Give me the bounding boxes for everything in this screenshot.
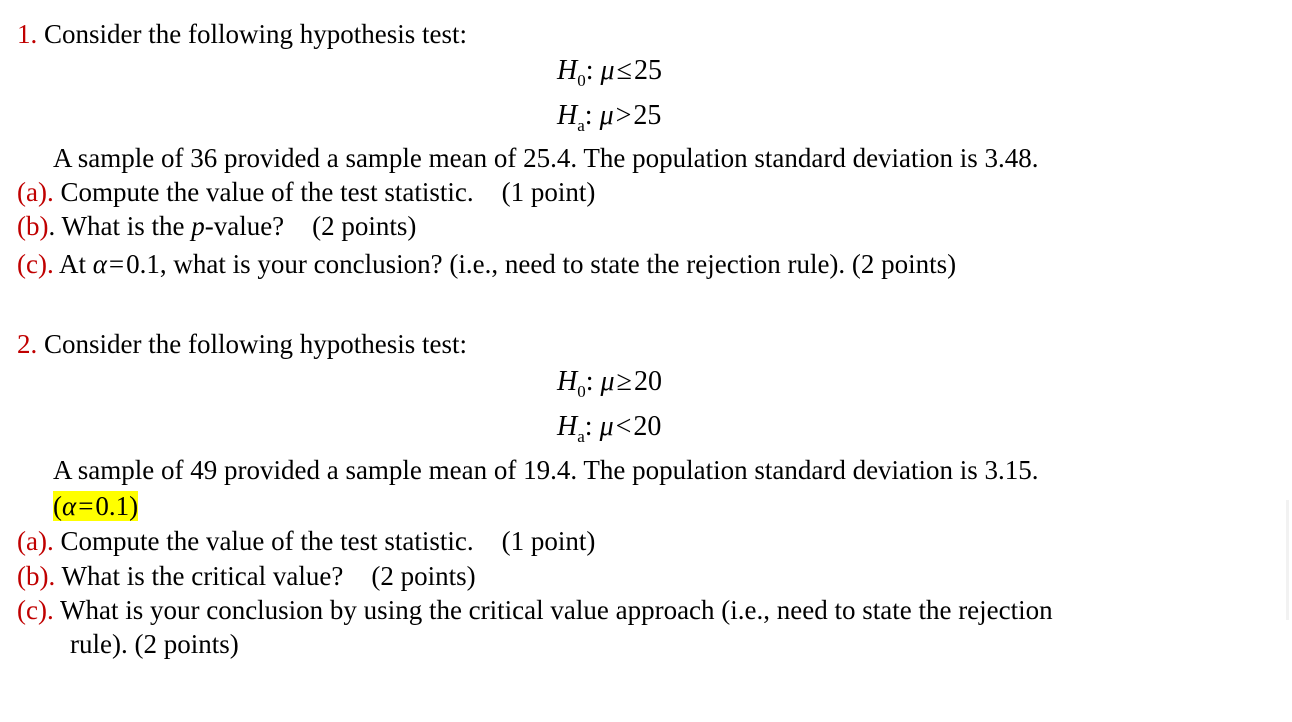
hyp-var: H bbox=[557, 366, 578, 397]
hyp-sep: : bbox=[585, 366, 594, 397]
alpha-symbol: α bbox=[92, 249, 107, 279]
hyp-sub: a bbox=[577, 427, 585, 446]
part-post: -value? bbox=[204, 211, 285, 241]
alpha-value: 0.1 bbox=[95, 491, 130, 521]
hyp-value: 25 bbox=[633, 55, 662, 86]
alpha-eq: = bbox=[78, 491, 94, 521]
problem-2-number: 2. bbox=[17, 329, 38, 359]
alpha-eq: = bbox=[108, 249, 125, 279]
hyp-param: μ bbox=[600, 55, 615, 86]
hyp-var: H bbox=[557, 100, 578, 131]
hyp-param: μ bbox=[599, 100, 614, 131]
hyp-param: μ bbox=[599, 411, 614, 442]
problem-2-null-hypothesis bbox=[557, 366, 662, 408]
hyp-sep: : bbox=[584, 411, 593, 442]
hyp-var: H bbox=[557, 411, 578, 442]
hyp-var: H bbox=[557, 55, 578, 86]
part-label: (b). bbox=[17, 561, 56, 591]
part-post: , what is your conclusion? (i.e., need to state the rejection rule). (2 points) bbox=[159, 249, 957, 279]
problem-2-heading bbox=[17, 328, 467, 360]
hyp-value: 20 bbox=[633, 366, 662, 397]
problem-1-number: 1. bbox=[17, 19, 38, 49]
problem-1-alt-hypothesis bbox=[557, 100, 661, 142]
hyp-param: μ bbox=[600, 366, 615, 397]
part-text: Compute the value of the test statistic. bbox=[60, 177, 474, 207]
part-label: (c). bbox=[17, 595, 54, 625]
problem-1-heading bbox=[17, 18, 467, 50]
problem-2-part-c bbox=[17, 594, 1053, 626]
hyp-value: 25 bbox=[633, 100, 662, 131]
hyp-rel: > bbox=[615, 100, 632, 131]
alpha-symbol: α bbox=[62, 491, 77, 521]
hyp-sub: 0 bbox=[577, 382, 586, 401]
hyp-sep: : bbox=[585, 55, 594, 86]
hyp-sep: : bbox=[584, 100, 593, 131]
part-points: (1 point) bbox=[501, 177, 596, 207]
hyp-sub: 0 bbox=[577, 71, 586, 90]
problem-1-intro: Consider the following hypothesis test: bbox=[44, 19, 467, 49]
alpha-value: 0.1 bbox=[126, 249, 160, 279]
part-pre: At bbox=[58, 249, 93, 279]
part-points: (2 points) bbox=[312, 211, 417, 241]
part-text: What is the critical value? bbox=[61, 561, 344, 591]
problem-1-part-b bbox=[17, 210, 416, 242]
problem-2-part-c-continued: rule). (2 points) bbox=[70, 629, 239, 659]
p-variable: p bbox=[191, 211, 205, 241]
part-points: (1 point) bbox=[501, 526, 596, 556]
part-label: (b) bbox=[17, 211, 49, 241]
part-text-line-1: What is your conclusion by using the critical value approach (i.e., need to state the rejection bbox=[59, 595, 1053, 625]
part-label: (a). bbox=[17, 526, 54, 556]
hyp-rel: < bbox=[615, 411, 632, 442]
hyp-value: 20 bbox=[633, 411, 662, 442]
hyp-rel: ≤ bbox=[616, 55, 632, 86]
problem-2-intro: Consider the following hypothesis test: bbox=[44, 329, 467, 359]
problem-2-alpha-note bbox=[53, 490, 138, 522]
part-text: Compute the value of the test statistic. bbox=[60, 526, 474, 556]
part-label: (c). bbox=[17, 249, 54, 279]
hyp-sub: a bbox=[577, 116, 585, 135]
problem-2-part-a bbox=[17, 525, 595, 557]
alpha-highlight bbox=[53, 491, 138, 521]
part-label: (a). bbox=[17, 177, 54, 207]
page-edge-divider bbox=[1286, 500, 1289, 620]
alpha-close: ) bbox=[129, 491, 139, 521]
problem-2-statement: A sample of 49 provided a sample mean of 19.4. The population standard deviation is 3.15. bbox=[53, 455, 1039, 485]
part-points: (2 points) bbox=[371, 561, 476, 591]
problem-1-null-hypothesis bbox=[557, 55, 662, 97]
problem-1-statement: A sample of 36 provided a sample mean of 25.4. The population standard deviation is 3.48. bbox=[53, 143, 1039, 173]
problem-2-part-b bbox=[17, 560, 476, 592]
problem-1-part-c bbox=[17, 248, 956, 280]
problem-2-alt-hypothesis bbox=[557, 411, 661, 453]
problem-1-part-a bbox=[17, 176, 595, 208]
alpha-open: ( bbox=[53, 491, 62, 521]
hyp-rel: ≥ bbox=[616, 366, 632, 397]
part-pre: . What is the bbox=[48, 211, 192, 241]
